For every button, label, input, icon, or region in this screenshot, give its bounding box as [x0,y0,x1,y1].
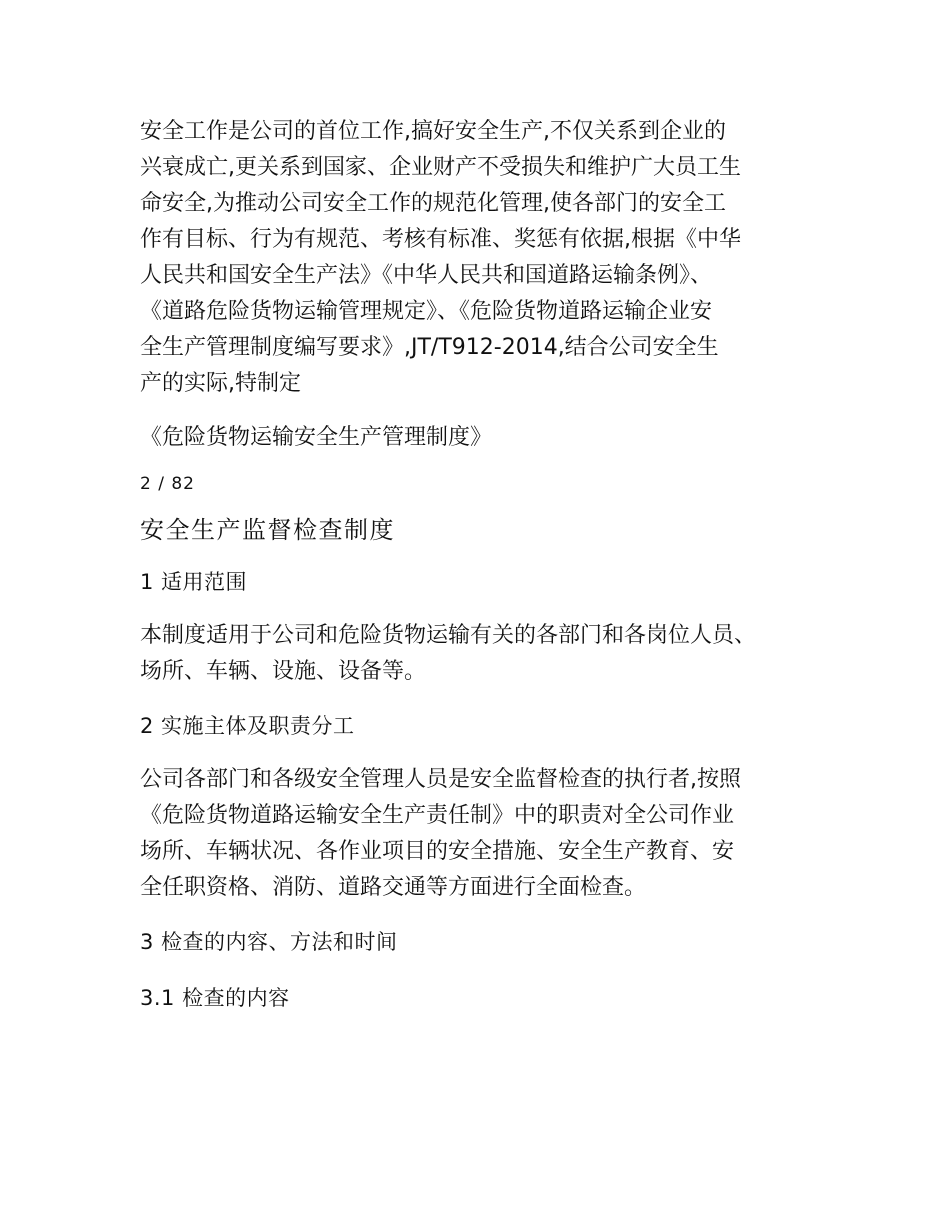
section-3-1-title: 3.1 检查的内容 [140,986,290,1010]
document-page [140,114,812,1016]
intro-paragraph [140,114,812,402]
section-2-line: 公司各部门和各级安全管理人员是安全监督检查的执行者,按照 [140,767,741,792]
section-1-line: 场所、车辆、设施、设备等。 [140,659,427,684]
section-2-title: 2 实施主体及职责分工 [140,714,355,738]
section-1-title: 1 适用范围 [140,570,248,594]
section-2-paragraph [140,762,812,906]
intro-line: 兴衰成亡,更关系到国家、企业财产不受损失和维护广大员工生 [140,155,741,180]
section-2-line: 《危险货物道路运输安全生产责任制》中的职责对全公司作业 [140,803,735,828]
section-3-title: 3 检查的内容、方法和时间 [140,930,398,954]
intro-line: 安全工作是公司的首位工作,搞好安全生产,不仅关系到企业的 [140,119,726,144]
page-number: 2 / 82 [140,474,195,494]
section-2-line: 全任职资格、消防、道路交通等方面进行全面检查。 [140,875,647,900]
chapter-title: 安全生产监督检查制度 [140,516,395,544]
intro-line: 命安全,为推动公司安全工作的规范化管理,使各部门的安全工 [140,191,726,216]
intro-line: 《道路危险货物运输管理规定》、《危险货物道路运输企业安 [140,299,713,324]
regulation-title: 《危险货物运输安全生产管理制度》 [140,425,493,450]
section-2-line: 场所、车辆状况、各作业项目的安全措施、安全生产教育、安 [140,839,735,864]
intro-line: 作有目标、行为有规范、考核有标准、奖惩有依据,根据《中华 [140,227,741,252]
section-1-line: 本制度适用于公司和危险货物运输有关的各部门和各岗位人员、 [140,623,757,648]
section-1-paragraph [140,618,812,690]
intro-line: 全生产管理制度编写要求》,JT/T912-2014,结合公司安全生 [140,335,719,360]
intro-line: 人民共和国安全生产法》《中华人民共和国道路运输条例》、 [140,263,713,288]
intro-line: 产的实际,特制定 [140,371,301,396]
